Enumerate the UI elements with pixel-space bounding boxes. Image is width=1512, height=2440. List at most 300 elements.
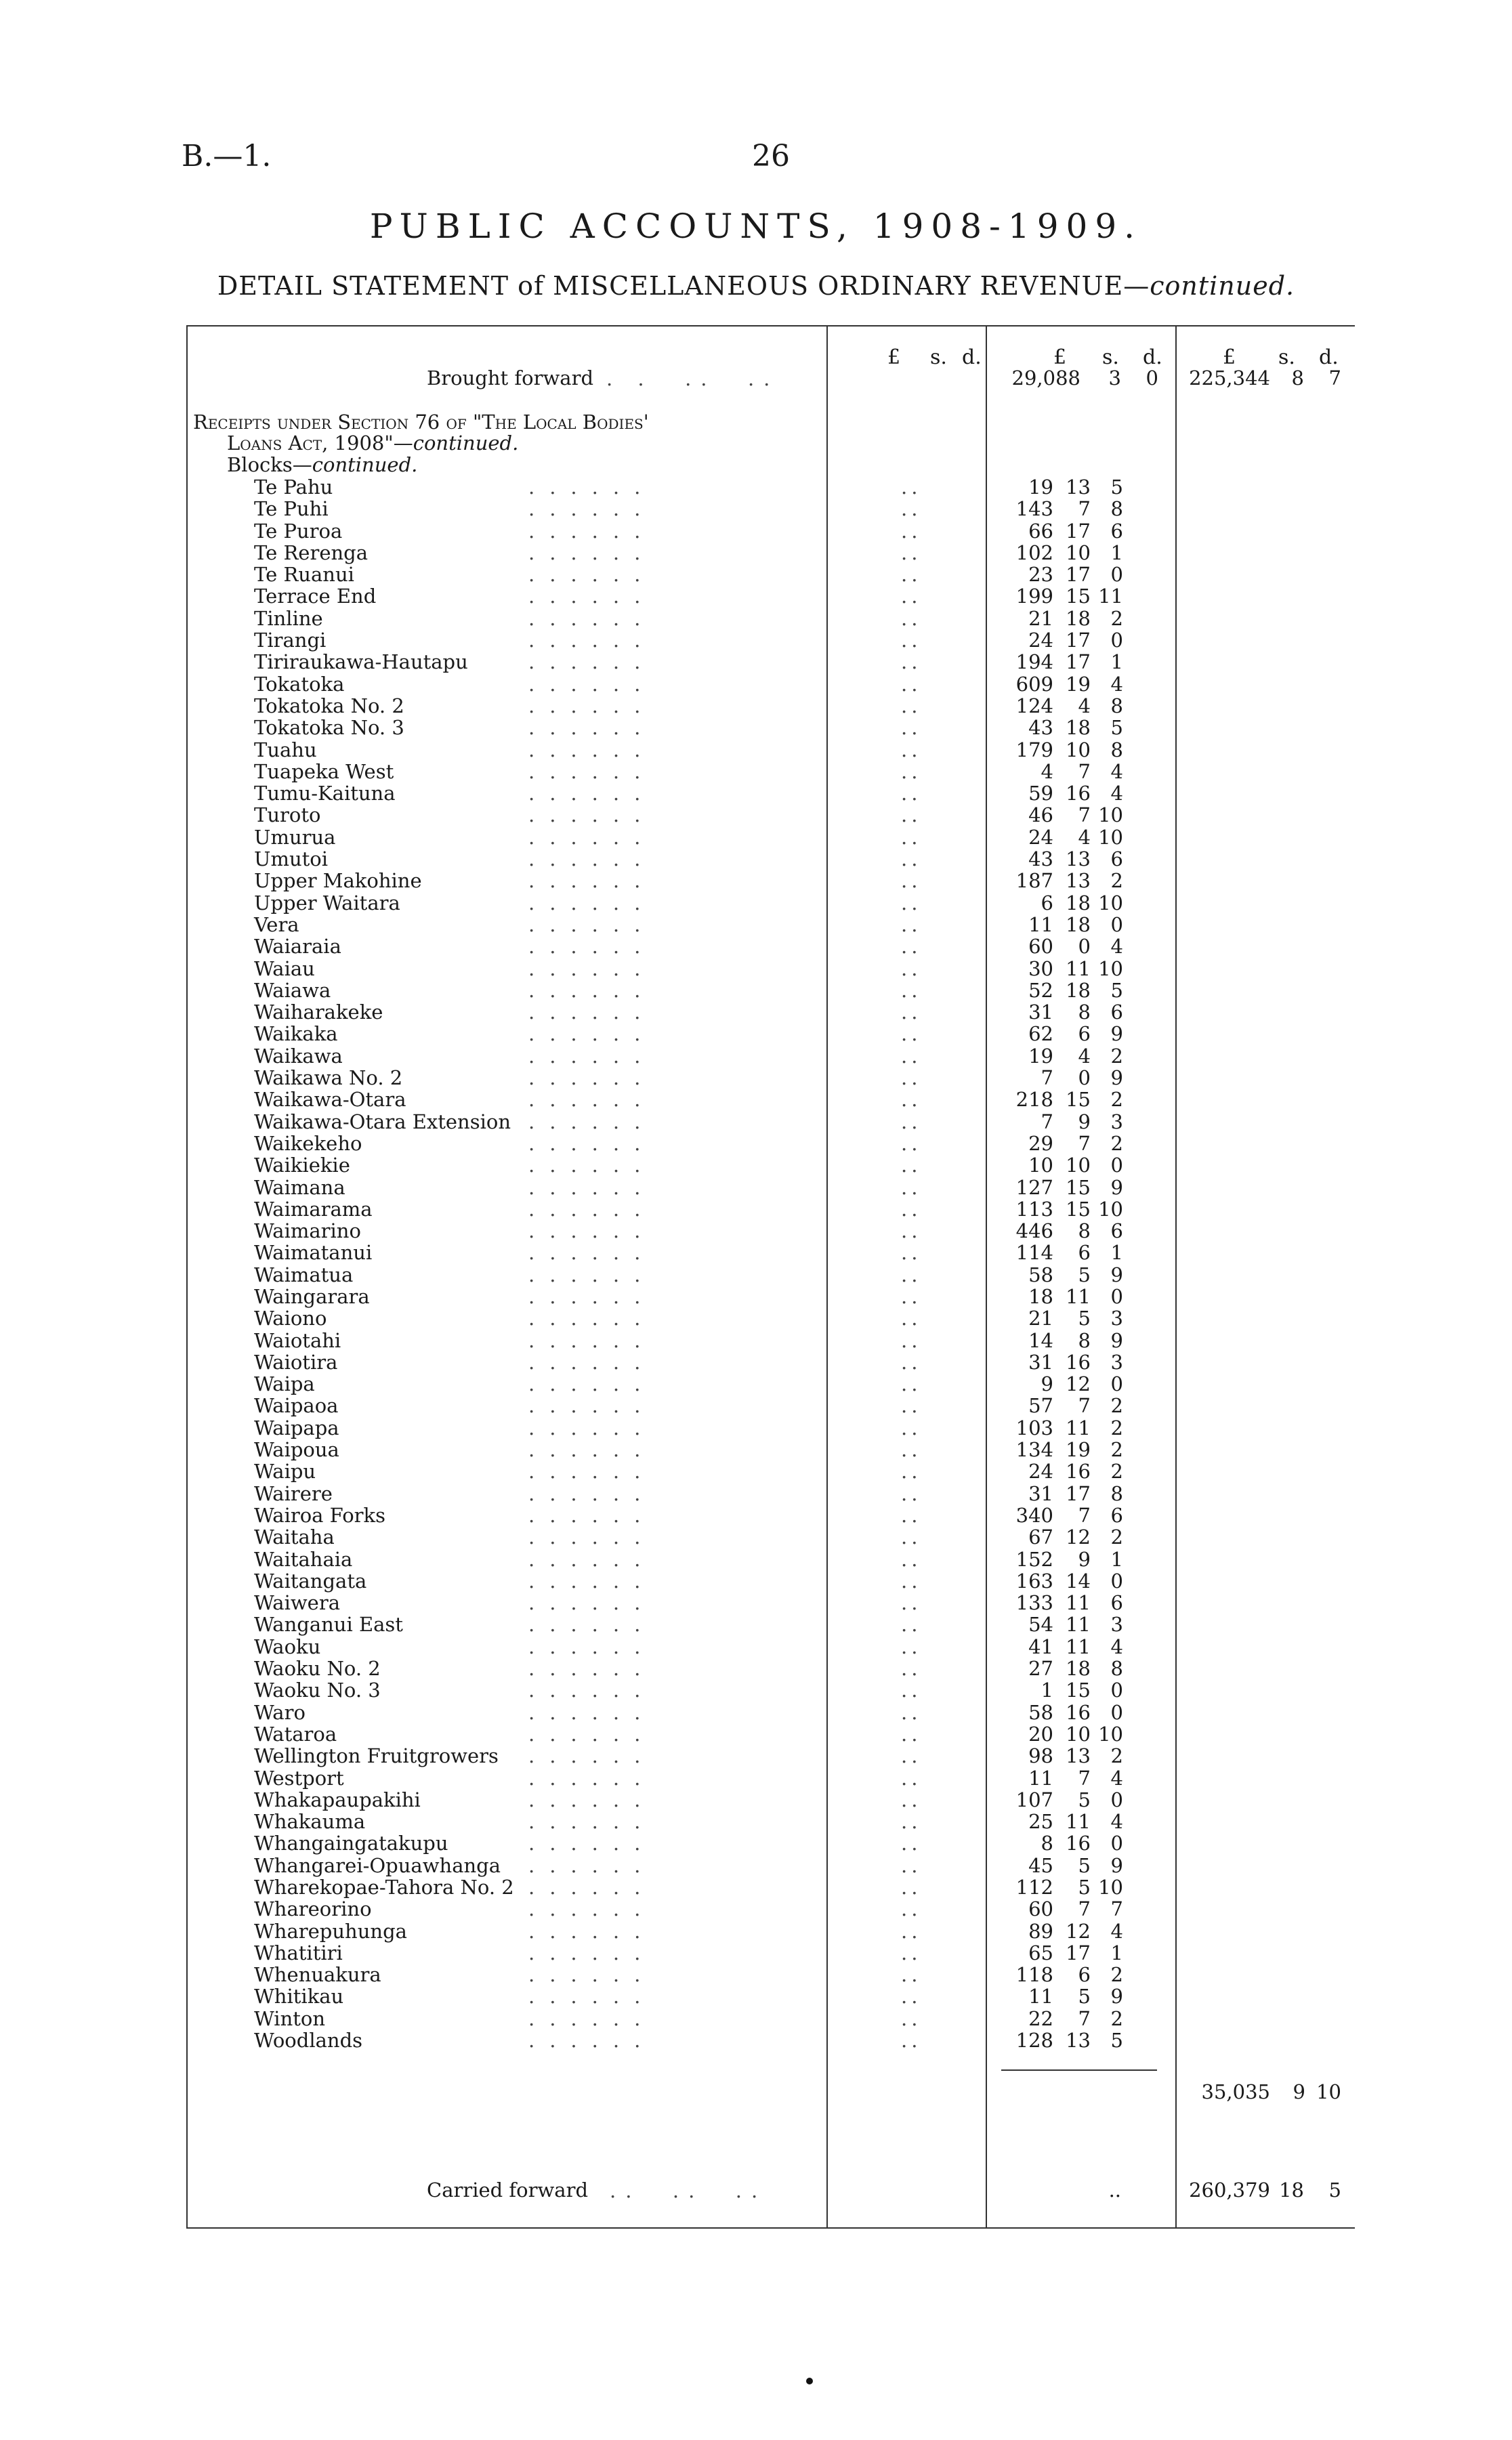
block-amount-pounds: 112 (1015, 1876, 1053, 1899)
row-leader-dots-col1: .. (901, 2006, 922, 2030)
block-name: Waiotira (254, 1350, 338, 1374)
col2-header-shillings: s. (1102, 345, 1119, 369)
table-row (186, 1067, 1355, 1089)
row-leader-dots-col1: .. (901, 912, 922, 936)
block-amount-shillings: 10 (1066, 1154, 1091, 1177)
block-amount-shillings: 17 (1066, 1481, 1091, 1505)
row-leader-dots: ...... (528, 541, 656, 564)
block-name: Wataroa (254, 1722, 337, 1746)
block-amount-pence: 10 (1098, 803, 1123, 827)
row-leader-dots: ...... (528, 1919, 656, 1943)
block-name: Waiaraia (254, 935, 341, 959)
block-name: Tirangi (254, 629, 327, 652)
row-leader-dots: ...... (528, 1460, 656, 1484)
row-leader-dots: ...... (528, 1526, 656, 1549)
table-row (186, 2029, 1355, 2051)
block-name: Waikawa-Otara Extension (254, 1110, 511, 1133)
block-amount-shillings: 0 (1078, 1066, 1091, 1090)
section-heading-line2 (227, 432, 518, 454)
block-name: Winton (254, 2006, 326, 2030)
table-row (186, 608, 1355, 629)
brought-forward-col3-pence: 7 (1328, 366, 1341, 390)
row-leader-dots: ...... (528, 1394, 656, 1418)
table-row (186, 1023, 1355, 1045)
block-amount-shillings: 17 (1066, 629, 1091, 652)
block-amount-pence: 9 (1110, 1022, 1123, 1046)
block-amount-pounds: 446 (1015, 1219, 1053, 1243)
table-row (186, 935, 1355, 957)
row-leader-dots: ...... (528, 1569, 656, 1593)
block-amount-shillings: 5 (1078, 1788, 1091, 1811)
row-leader-dots: ...... (528, 1876, 656, 1899)
block-amount-pence: 4 (1110, 1766, 1123, 1790)
block-amount-pence: 1 (1110, 1941, 1123, 1964)
row-leader-dots-col1: .. (901, 1613, 922, 1637)
row-leader-dots: ...... (528, 782, 656, 805)
block-amount-pounds: 24 (1028, 629, 1053, 652)
row-leader-dots: ...... (528, 1263, 656, 1286)
block-amount-pence: 6 (1110, 1503, 1123, 1527)
block-amount-shillings: 11 (1066, 1284, 1091, 1308)
row-leader-dots-col1: .. (901, 1416, 922, 1439)
row-leader-dots-col1: .. (901, 1744, 922, 1768)
block-amount-shillings: 6 (1078, 1022, 1091, 1046)
block-name: Tuahu (254, 738, 317, 761)
block-amount-shillings: 8 (1078, 1219, 1091, 1243)
subtotal-shillings: 9 (1293, 2080, 1305, 2103)
row-leader-dots: ...... (528, 2029, 656, 2053)
block-amount-pence: 2 (1110, 1044, 1123, 1068)
table-row (186, 804, 1355, 826)
block-name: Whitikau (254, 1985, 344, 2008)
table-row (186, 629, 1355, 651)
row-leader-dots: ...... (528, 1241, 656, 1265)
row-leader-dots-col1: .. (901, 716, 922, 740)
row-leader-dots: ...... (528, 1044, 656, 1068)
block-amount-shillings: 7 (1078, 1503, 1091, 1527)
row-leader-dots: ...... (528, 1985, 656, 2008)
table-row (186, 1985, 1355, 2007)
brought-forward-leader: . . .. .. (606, 367, 780, 390)
block-amount-shillings: 17 (1066, 650, 1091, 674)
block-amount-pence: 5 (1110, 476, 1123, 499)
row-leader-dots: ...... (528, 563, 656, 587)
block-amount-pounds: 66 (1028, 519, 1053, 543)
block-amount-pounds: 4 (1041, 759, 1053, 783)
table-row (186, 1898, 1355, 1920)
block-name: Waitangata (254, 1569, 367, 1593)
block-amount-pence: 10 (1098, 956, 1123, 980)
row-leader-dots: ...... (528, 1066, 656, 1090)
block-amount-pounds: 57 (1028, 1394, 1053, 1418)
row-leader-dots: ...... (528, 1788, 656, 1811)
block-amount-pounds: 21 (1028, 606, 1053, 630)
table-row (186, 1920, 1355, 1942)
table-row (186, 1198, 1355, 1220)
block-name: Tumu-Kaituna (254, 782, 396, 805)
table-row (186, 1570, 1355, 1592)
row-leader-dots: ...... (528, 585, 656, 608)
block-amount-pounds: 22 (1028, 2006, 1053, 2030)
section-heading-line1: Receipts under Section 76 of "The Local Bodies' (193, 411, 649, 434)
block-amount-pounds: 124 (1015, 694, 1053, 717)
block-amount-pounds: 18 (1028, 1284, 1053, 1308)
block-amount-pence: 5 (1110, 716, 1123, 740)
block-name: Waimana (254, 1175, 345, 1199)
row-leader-dots-col1: .. (901, 1591, 922, 1615)
block-amount-pence: 8 (1110, 1657, 1123, 1681)
row-leader-dots: ...... (528, 650, 656, 674)
block-name: Waipu (254, 1460, 316, 1484)
row-leader-dots: ...... (528, 519, 656, 543)
row-leader-dots-col1: .. (901, 825, 922, 849)
block-amount-pence: 9 (1110, 1985, 1123, 2008)
block-name: Te Ruanui (254, 563, 354, 587)
table-row (186, 520, 1355, 542)
table-row (186, 1351, 1355, 1373)
brought-forward-label: Brought forward (427, 366, 594, 390)
carried-forward-col2: .. (1108, 2179, 1121, 2202)
block-amount-shillings: 10 (1066, 541, 1091, 564)
block-amount-pounds: 7 (1041, 1066, 1053, 1090)
table-row (186, 958, 1355, 980)
table-row (186, 651, 1355, 673)
block-amount-shillings: 11 (1066, 956, 1091, 980)
block-amount-pence: 7 (1110, 1897, 1123, 1921)
row-leader-dots-col1: .. (901, 738, 922, 761)
table-row (186, 1111, 1355, 1133)
block-amount-pence: 4 (1110, 935, 1123, 959)
block-name: Waikawa-Otara (254, 1088, 406, 1112)
carried-forward-col3-pence: 5 (1328, 2179, 1341, 2202)
block-amount-pence: 6 (1110, 1591, 1123, 1615)
block-amount-pence: 4 (1110, 1919, 1123, 1943)
block-amount-pounds: 23 (1028, 563, 1053, 587)
block-amount-pence: 1 (1110, 1241, 1123, 1265)
block-amount-shillings: 5 (1078, 1263, 1091, 1286)
table-row (186, 542, 1355, 564)
block-name: Waiawa (254, 978, 331, 1002)
block-amount-pence: 8 (1110, 1481, 1123, 1505)
row-leader-dots-col1: .. (901, 935, 922, 959)
row-leader-dots: ...... (528, 1372, 656, 1396)
block-amount-pounds: 25 (1028, 1810, 1053, 1834)
row-leader-dots-col1: .. (901, 1569, 922, 1593)
table-row (186, 1855, 1355, 1876)
block-amount-pounds: 10 (1028, 1154, 1053, 1177)
block-amount-shillings: 16 (1066, 1700, 1091, 1724)
row-leader-dots-col1: .. (901, 759, 922, 783)
row-leader-dots: ...... (528, 1853, 656, 1877)
carried-forward-label: Carried forward (427, 2179, 589, 2202)
block-amount-pounds: 194 (1015, 650, 1053, 674)
row-leader-dots: ...... (528, 1722, 656, 1746)
table-row (186, 1242, 1355, 1263)
block-amount-pounds: 21 (1028, 1307, 1053, 1330)
table-row (186, 1177, 1355, 1198)
block-name: Whakauma (254, 1810, 366, 1834)
block-amount-shillings: 15 (1066, 1679, 1091, 1702)
block-amount-shillings: 11 (1066, 1591, 1091, 1615)
row-leader-dots-col1: .. (901, 497, 922, 521)
table-row (186, 1460, 1355, 1482)
block-name: Waimarino (254, 1219, 361, 1243)
row-leader-dots: ...... (528, 738, 656, 761)
block-amount-shillings: 16 (1066, 1832, 1091, 1855)
block-amount-shillings: 6 (1078, 1963, 1091, 1987)
block-amount-shillings: 8 (1078, 1328, 1091, 1352)
block-amount-shillings: 19 (1066, 672, 1091, 696)
row-leader-dots-col1: .. (901, 1394, 922, 1418)
table-row (186, 1505, 1355, 1526)
col3-header-pence: d. (1319, 345, 1339, 369)
row-leader-dots-col1: .. (901, 1066, 922, 1090)
block-name: Waimatanui (254, 1241, 373, 1265)
subtotal-pence: 10 (1316, 2080, 1341, 2103)
row-leader-dots: ...... (528, 1700, 656, 1724)
block-amount-pounds: 46 (1028, 803, 1053, 827)
section-heading-year: 1908"— (328, 432, 413, 455)
block-name: Whenuakura (254, 1963, 381, 1987)
row-leader-dots-col1: .. (901, 1022, 922, 1046)
block-amount-pence: 2 (1110, 1526, 1123, 1549)
table-row (186, 1307, 1355, 1329)
block-amount-shillings: 13 (1066, 476, 1091, 499)
row-leader-dots: ...... (528, 825, 656, 849)
table-row (186, 673, 1355, 695)
table-row (186, 848, 1355, 870)
block-amount-pence: 4 (1110, 759, 1123, 783)
row-leader-dots: ...... (528, 803, 656, 827)
block-amount-pence: 9 (1110, 1066, 1123, 1090)
row-leader-dots-col1: .. (901, 476, 922, 499)
block-amount-pounds: 20 (1028, 1722, 1053, 1746)
row-leader-dots-col1: .. (901, 1481, 922, 1505)
block-amount-pence: 2 (1110, 1460, 1123, 1484)
block-amount-pounds: 41 (1028, 1635, 1053, 1658)
table-row (186, 476, 1355, 498)
block-amount-pounds: 19 (1028, 476, 1053, 499)
row-leader-dots-col1: .. (901, 1241, 922, 1265)
block-amount-pounds: 31 (1028, 1350, 1053, 1374)
block-amount-shillings: 18 (1066, 978, 1091, 1002)
brought-forward-col3-shillings: 8 (1291, 366, 1304, 390)
row-leader-dots-col1: .. (901, 782, 922, 805)
block-name: Waipapa (254, 1416, 339, 1439)
row-leader-dots-col1: .. (901, 563, 922, 587)
stray-dot (806, 2378, 813, 2384)
block-amount-pence: 9 (1110, 1328, 1123, 1352)
block-name: Tiriraukawa-Hautapu (254, 650, 468, 674)
row-leader-dots-col1: .. (901, 956, 922, 980)
block-amount-pence: 0 (1110, 1284, 1123, 1308)
block-amount-pounds: 609 (1015, 672, 1053, 696)
section-heading-continued: continued. (413, 432, 519, 455)
brought-forward-col2-shillings: 3 (1108, 366, 1121, 390)
block-amount-shillings: 12 (1066, 1372, 1091, 1396)
row-leader-dots-col1: .. (901, 869, 922, 893)
row-leader-dots-col1: .. (901, 1372, 922, 1396)
table-row (186, 761, 1355, 782)
table-row (186, 1876, 1355, 1898)
block-amount-pounds: 103 (1015, 1416, 1053, 1439)
table-row (186, 1001, 1355, 1023)
block-amount-shillings: 15 (1066, 1197, 1091, 1221)
block-amount-pounds: 24 (1028, 1460, 1053, 1484)
row-leader-dots-col1: .. (901, 672, 922, 696)
table-row (186, 1286, 1355, 1307)
table-row (186, 892, 1355, 914)
block-amount-pounds: 58 (1028, 1700, 1053, 1724)
block-amount-pence: 1 (1110, 650, 1123, 674)
row-leader-dots: ...... (528, 1219, 656, 1243)
carried-forward-leader: .. .. .. (610, 2179, 768, 2202)
block-amount-pounds: 30 (1028, 956, 1053, 980)
block-amount-shillings: 4 (1078, 825, 1091, 849)
block-name: Waoku (254, 1635, 321, 1658)
block-amount-pounds: 179 (1015, 738, 1053, 761)
row-leader-dots: ...... (528, 1416, 656, 1439)
row-leader-dots: ...... (528, 2006, 656, 2030)
block-amount-pence: 9 (1110, 1175, 1123, 1199)
block-amount-pence: 1 (1110, 541, 1123, 564)
table-row (186, 1702, 1355, 1723)
row-leader-dots-col1: .. (901, 1876, 922, 1899)
block-name: Waipoua (254, 1438, 339, 1462)
block-amount-pence: 0 (1110, 1154, 1123, 1177)
block-name: Te Puhi (254, 497, 329, 521)
row-leader-dots-col1: .. (901, 1197, 922, 1221)
block-amount-shillings: 0 (1078, 935, 1091, 959)
blocks-label: Blocks— (227, 453, 312, 476)
row-leader-dots-col1: .. (901, 1088, 922, 1112)
block-name: Wairoa Forks (254, 1503, 385, 1527)
subtotal-rule (1001, 2069, 1157, 2071)
page-number: 26 (752, 139, 790, 173)
block-name: Tuapeka West (254, 759, 394, 783)
row-leader-dots-col1: .. (901, 1263, 922, 1286)
block-name: Whakapaupakihi (254, 1788, 421, 1811)
page-title: PUBLIC ACCOUNTS, 1908-1909. (369, 207, 1143, 246)
block-name: Waikekeho (254, 1131, 362, 1155)
block-name: Waiwera (254, 1591, 340, 1615)
blocks-continued: continued. (312, 453, 418, 476)
block-amount-shillings: 7 (1078, 803, 1091, 827)
block-name: Waoku No. 2 (254, 1657, 381, 1681)
block-amount-pence: 0 (1110, 1832, 1123, 1855)
block-amount-pence: 0 (1110, 563, 1123, 587)
block-name: Te Pahu (254, 476, 333, 499)
block-amount-shillings: 7 (1078, 1131, 1091, 1155)
block-amount-shillings: 16 (1066, 1460, 1091, 1484)
carried-forward-col3-pounds: 260,379 (1189, 2179, 1270, 2202)
block-name: Wairere (254, 1481, 333, 1505)
row-leader-dots-col1: .. (901, 1503, 922, 1527)
row-leader-dots-col1: .. (901, 1985, 922, 2008)
row-leader-dots-col1: .. (901, 519, 922, 543)
block-amount-shillings: 10 (1066, 738, 1091, 761)
table-row (186, 695, 1355, 717)
block-amount-pence: 2 (1110, 869, 1123, 893)
row-leader-dots-col1: .. (901, 2029, 922, 2053)
row-leader-dots: ...... (528, 935, 656, 959)
col1-header-pence: d. (962, 345, 982, 369)
block-amount-shillings: 11 (1066, 1635, 1091, 1658)
table-row (186, 1483, 1355, 1505)
table-row (186, 585, 1355, 607)
table-row (186, 1723, 1355, 1745)
row-leader-dots-col1: .. (901, 694, 922, 717)
brought-forward-col3-pounds: 225,344 (1189, 366, 1270, 390)
table-row (186, 1089, 1355, 1110)
block-amount-pence: 0 (1110, 1679, 1123, 1702)
block-amount-shillings: 9 (1078, 1547, 1091, 1571)
block-amount-shillings: 7 (1078, 1394, 1091, 1418)
col3-header-pounds: £ (1223, 345, 1236, 369)
col3-header-shillings: s. (1278, 345, 1295, 369)
block-name: Wellington Fruitgrowers (254, 1744, 499, 1768)
block-amount-pence: 6 (1110, 1219, 1123, 1243)
table-row (186, 1811, 1355, 1832)
row-leader-dots: ...... (528, 1001, 656, 1024)
row-leader-dots-col1: .. (901, 1635, 922, 1658)
row-leader-dots-col1: .. (901, 1832, 922, 1855)
block-amount-pence: 2 (1110, 1744, 1123, 1768)
block-amount-shillings: 16 (1066, 782, 1091, 805)
block-name: Wanganui East (254, 1613, 403, 1637)
block-name: Waitaha (254, 1526, 335, 1549)
row-leader-dots-col1: .. (901, 1722, 922, 1746)
table-row (186, 739, 1355, 761)
block-amount-pounds: 52 (1028, 978, 1053, 1002)
block-name: Waingarara (254, 1284, 370, 1308)
row-leader-dots: ...... (528, 1154, 656, 1177)
block-name: Wharepuhunga (254, 1919, 407, 1943)
row-leader-dots-col1: .. (901, 606, 922, 630)
row-leader-dots-col1: .. (901, 1154, 922, 1177)
block-amount-shillings: 18 (1066, 891, 1091, 914)
block-amount-shillings: 17 (1066, 1941, 1091, 1964)
block-amount-shillings: 12 (1066, 1526, 1091, 1549)
block-name: Waro (254, 1700, 306, 1724)
block-name: Waikawa No. 2 (254, 1066, 403, 1090)
table-row (186, 498, 1355, 520)
table-row (186, 1592, 1355, 1614)
table-row (186, 564, 1355, 585)
row-leader-dots: ...... (528, 912, 656, 936)
block-amount-pounds: 8 (1041, 1832, 1053, 1855)
block-amount-shillings: 5 (1078, 1985, 1091, 2008)
row-leader-dots: ...... (528, 1635, 656, 1658)
row-leader-dots: ...... (528, 869, 656, 893)
block-amount-shillings: 13 (1066, 2029, 1091, 2053)
block-amount-pence: 11 (1098, 585, 1123, 608)
block-name: Umutoi (254, 847, 329, 871)
table-row (186, 1942, 1355, 1964)
row-leader-dots: ...... (528, 1110, 656, 1133)
block-name: Tokatoka No. 3 (254, 716, 404, 740)
block-name: Tokatoka No. 2 (254, 694, 404, 717)
row-leader-dots: ...... (528, 1175, 656, 1199)
table-row (186, 914, 1355, 935)
row-leader-dots-col1: .. (901, 585, 922, 608)
block-amount-pence: 10 (1098, 825, 1123, 849)
block-amount-pence: 4 (1110, 672, 1123, 696)
row-leader-dots: ...... (528, 1963, 656, 1987)
table-row (186, 1658, 1355, 1679)
block-amount-pounds: 24 (1028, 825, 1053, 849)
row-leader-dots-col1: .. (901, 1350, 922, 1374)
